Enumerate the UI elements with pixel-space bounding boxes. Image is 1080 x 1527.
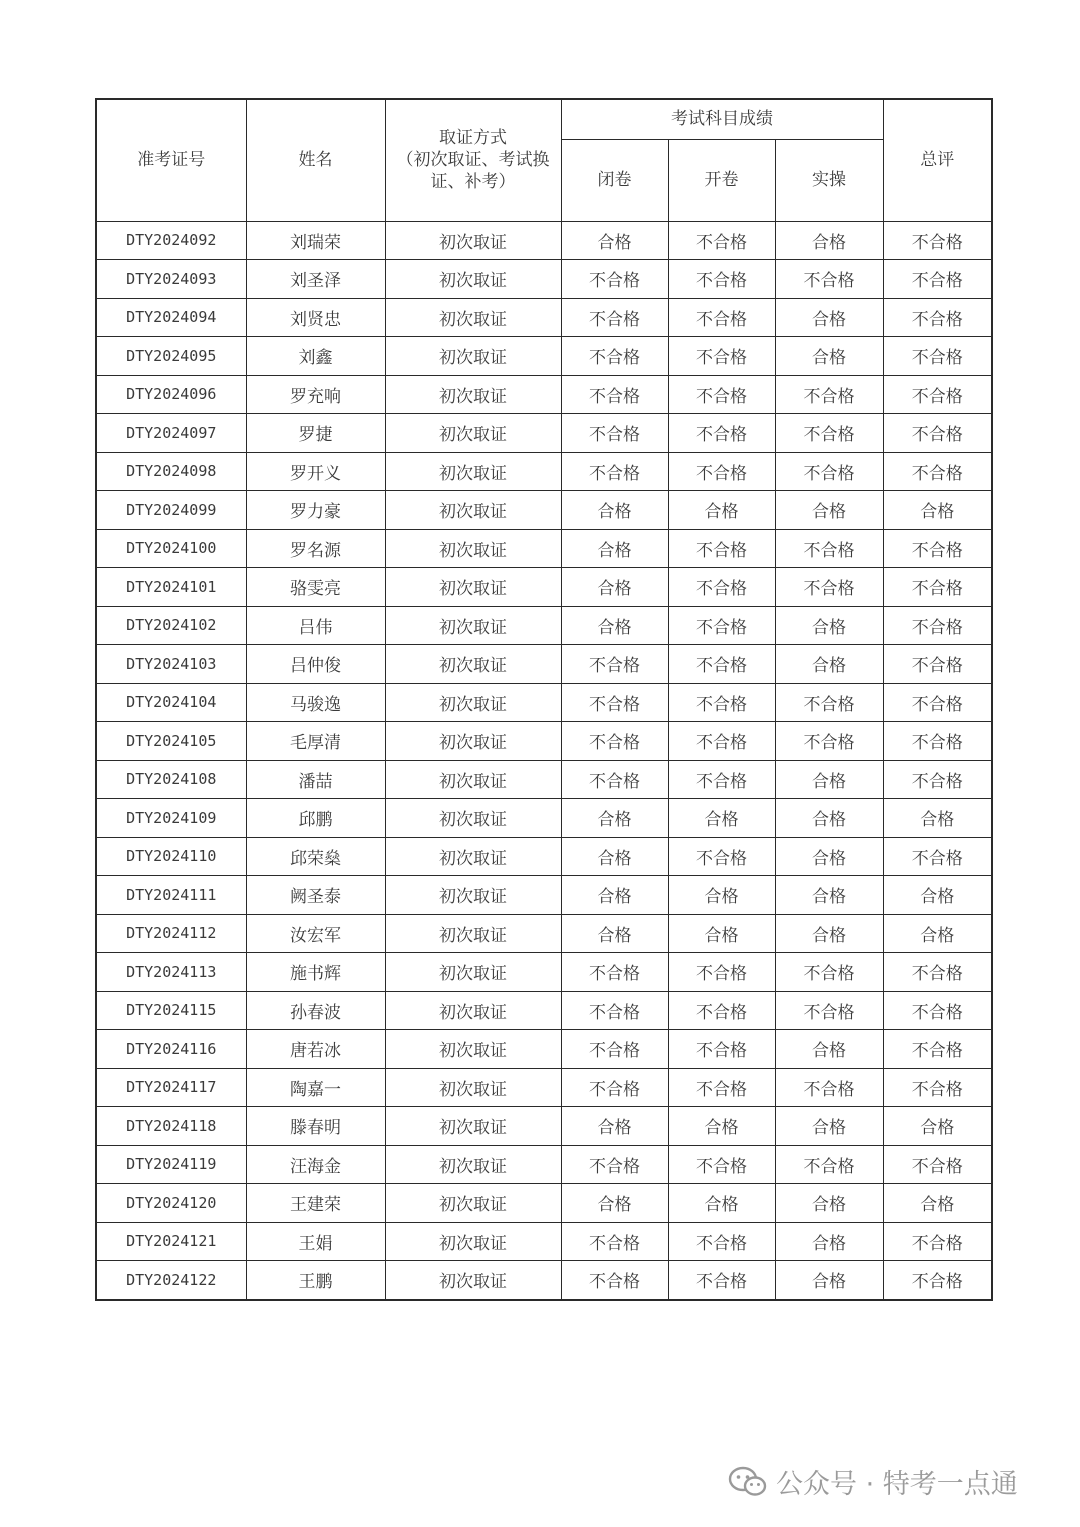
cell-practical: 合格 [775, 837, 883, 876]
cell-method: 初次取证 [385, 876, 561, 915]
cell-exam-id: DTY2024104 [96, 683, 246, 722]
table-body [96, 221, 992, 1300]
cell-exam-id: DTY2024100 [96, 529, 246, 568]
cell-closed-book: 不合格 [561, 683, 668, 722]
table-row [96, 529, 992, 568]
cell-practical: 不合格 [775, 375, 883, 414]
cell-open-book: 合格 [668, 1184, 775, 1223]
header-open-book: 开卷 [668, 139, 775, 221]
cell-exam-id: DTY2024112 [96, 914, 246, 953]
cell-open-book: 不合格 [668, 1222, 775, 1261]
cell-method: 初次取证 [385, 1030, 561, 1069]
cell-method: 初次取证 [385, 568, 561, 607]
cell-exam-id: DTY2024118 [96, 1107, 246, 1146]
cell-exam-id: DTY2024108 [96, 760, 246, 799]
cell-method: 初次取证 [385, 221, 561, 260]
cell-open-book: 合格 [668, 876, 775, 915]
cell-name: 罗充响 [246, 375, 385, 414]
cell-overall: 不合格 [883, 1068, 992, 1107]
cell-practical: 合格 [775, 1107, 883, 1146]
cell-closed-book: 不合格 [561, 337, 668, 376]
cell-open-book: 不合格 [668, 1068, 775, 1107]
cell-overall: 不合格 [883, 568, 992, 607]
cell-overall: 合格 [883, 1184, 992, 1223]
cell-exam-id: DTY2024096 [96, 375, 246, 414]
cell-closed-book: 合格 [561, 876, 668, 915]
cell-name: 马骏逸 [246, 683, 385, 722]
wechat-icon [728, 1466, 768, 1498]
cell-open-book: 合格 [668, 1107, 775, 1146]
cell-closed-book: 不合格 [561, 760, 668, 799]
cell-open-book: 不合格 [668, 760, 775, 799]
cell-exam-id: DTY2024117 [96, 1068, 246, 1107]
table-row [96, 1030, 992, 1069]
table-row [96, 914, 992, 953]
cell-closed-book: 不合格 [561, 452, 668, 491]
cell-name: 吕仲俊 [246, 645, 385, 684]
cell-practical: 合格 [775, 606, 883, 645]
table-row [96, 375, 992, 414]
header-scores-group: 考试科目成绩 [561, 99, 883, 139]
cell-practical: 合格 [775, 337, 883, 376]
header-method-text: 取证方式 （初次取证、考试换证、补考） [396, 128, 550, 193]
table-row [96, 491, 992, 530]
cell-closed-book: 不合格 [561, 375, 668, 414]
cell-exam-id: DTY2024113 [96, 953, 246, 992]
cell-practical: 不合格 [775, 683, 883, 722]
cell-open-book: 不合格 [668, 991, 775, 1030]
cell-method: 初次取证 [385, 529, 561, 568]
cell-practical: 合格 [775, 1184, 883, 1223]
cell-open-book: 合格 [668, 799, 775, 838]
cell-name: 邱荣燊 [246, 837, 385, 876]
cell-name: 汝宏军 [246, 914, 385, 953]
cell-method: 初次取证 [385, 645, 561, 684]
table-row [96, 953, 992, 992]
cell-name: 王鹏 [246, 1261, 385, 1300]
cell-closed-book: 不合格 [561, 722, 668, 761]
header-method [385, 99, 561, 221]
cell-exam-id: DTY2024122 [96, 1261, 246, 1300]
cell-open-book: 不合格 [668, 414, 775, 453]
cell-overall: 合格 [883, 491, 992, 530]
table-row [96, 452, 992, 491]
cell-method: 初次取证 [385, 1184, 561, 1223]
cell-method: 初次取证 [385, 1107, 561, 1146]
cell-practical: 不合格 [775, 452, 883, 491]
table-row [96, 1107, 992, 1146]
cell-name: 刘瑞荣 [246, 221, 385, 260]
table-row [96, 722, 992, 761]
cell-open-book: 不合格 [668, 1261, 775, 1300]
cell-name: 陶嘉一 [246, 1068, 385, 1107]
cell-exam-id: DTY2024095 [96, 337, 246, 376]
table-row [96, 1068, 992, 1107]
cell-method: 初次取证 [385, 799, 561, 838]
cell-open-book: 不合格 [668, 375, 775, 414]
cell-practical: 合格 [775, 760, 883, 799]
cell-exam-id: DTY2024109 [96, 799, 246, 838]
cell-name: 滕春明 [246, 1107, 385, 1146]
cell-exam-id: DTY2024097 [96, 414, 246, 453]
cell-overall: 不合格 [883, 722, 992, 761]
watermark-text: 公众号 · 特考一点通 [776, 1469, 1018, 1500]
cell-open-book: 不合格 [668, 606, 775, 645]
cell-name: 刘贤忠 [246, 298, 385, 337]
cell-open-book: 不合格 [668, 221, 775, 260]
cell-name: 骆雯亮 [246, 568, 385, 607]
cell-practical: 不合格 [775, 568, 883, 607]
cell-overall: 不合格 [883, 375, 992, 414]
cell-open-book: 不合格 [668, 452, 775, 491]
cell-practical: 不合格 [775, 722, 883, 761]
cell-overall: 不合格 [883, 1145, 992, 1184]
cell-closed-book: 不合格 [561, 1145, 668, 1184]
cell-practical: 合格 [775, 1222, 883, 1261]
table-row [96, 414, 992, 453]
cell-name: 刘圣泽 [246, 260, 385, 299]
cell-practical: 合格 [775, 914, 883, 953]
cell-closed-book: 合格 [561, 221, 668, 260]
cell-open-book: 不合格 [668, 529, 775, 568]
cell-overall: 合格 [883, 1107, 992, 1146]
cell-overall: 合格 [883, 914, 992, 953]
table-row [96, 298, 992, 337]
cell-closed-book: 不合格 [561, 991, 668, 1030]
cell-method: 初次取证 [385, 606, 561, 645]
cell-name: 刘鑫 [246, 337, 385, 376]
cell-practical: 合格 [775, 491, 883, 530]
cell-closed-book: 不合格 [561, 260, 668, 299]
cell-overall: 不合格 [883, 452, 992, 491]
cell-method: 初次取证 [385, 1145, 561, 1184]
cell-closed-book: 合格 [561, 914, 668, 953]
cell-closed-book: 不合格 [561, 1261, 668, 1300]
cell-closed-book: 合格 [561, 529, 668, 568]
table-row [96, 1145, 992, 1184]
cell-overall: 不合格 [883, 260, 992, 299]
cell-closed-book: 合格 [561, 606, 668, 645]
cell-practical: 合格 [775, 876, 883, 915]
results-table [95, 98, 993, 1301]
cell-open-book: 不合格 [668, 1145, 775, 1184]
cell-open-book: 不合格 [668, 337, 775, 376]
cell-name: 罗开义 [246, 452, 385, 491]
cell-closed-book: 合格 [561, 1184, 668, 1223]
cell-method: 初次取证 [385, 683, 561, 722]
cell-method: 初次取证 [385, 1068, 561, 1107]
cell-practical: 合格 [775, 221, 883, 260]
table-row [96, 606, 992, 645]
cell-closed-book: 合格 [561, 491, 668, 530]
cell-open-book: 不合格 [668, 645, 775, 684]
cell-name: 唐若冰 [246, 1030, 385, 1069]
cell-practical: 不合格 [775, 1145, 883, 1184]
cell-practical: 合格 [775, 799, 883, 838]
cell-practical: 合格 [775, 298, 883, 337]
cell-overall: 不合格 [883, 529, 992, 568]
cell-method: 初次取证 [385, 914, 561, 953]
cell-name: 王建荣 [246, 1184, 385, 1223]
cell-method: 初次取证 [385, 337, 561, 376]
cell-name: 孙春波 [246, 991, 385, 1030]
cell-open-book: 不合格 [668, 568, 775, 607]
cell-overall: 不合格 [883, 298, 992, 337]
table-row [96, 1261, 992, 1300]
cell-exam-id: DTY2024099 [96, 491, 246, 530]
cell-method: 初次取证 [385, 953, 561, 992]
cell-closed-book: 不合格 [561, 298, 668, 337]
cell-method: 初次取证 [385, 491, 561, 530]
cell-open-book: 不合格 [668, 1030, 775, 1069]
cell-method: 初次取证 [385, 452, 561, 491]
cell-exam-id: DTY2024115 [96, 991, 246, 1030]
cell-name: 阙圣泰 [246, 876, 385, 915]
cell-name: 罗捷 [246, 414, 385, 453]
cell-practical: 不合格 [775, 529, 883, 568]
cell-exam-id: DTY2024111 [96, 876, 246, 915]
cell-overall: 不合格 [883, 645, 992, 684]
cell-method: 初次取证 [385, 260, 561, 299]
cell-practical: 不合格 [775, 953, 883, 992]
table-row [96, 337, 992, 376]
table-row [96, 1184, 992, 1223]
cell-overall: 不合格 [883, 991, 992, 1030]
cell-closed-book: 不合格 [561, 414, 668, 453]
cell-open-book: 不合格 [668, 837, 775, 876]
cell-name: 罗名源 [246, 529, 385, 568]
table-row [96, 1222, 992, 1261]
cell-overall: 不合格 [883, 606, 992, 645]
table-row [96, 837, 992, 876]
cell-name: 汪海金 [246, 1145, 385, 1184]
cell-method: 初次取证 [385, 375, 561, 414]
table-row [96, 568, 992, 607]
cell-open-book: 不合格 [668, 722, 775, 761]
cell-exam-id: DTY2024121 [96, 1222, 246, 1261]
cell-name: 施书辉 [246, 953, 385, 992]
table-row [96, 991, 992, 1030]
cell-open-book: 合格 [668, 491, 775, 530]
table-row [96, 760, 992, 799]
cell-overall: 不合格 [883, 1030, 992, 1069]
cell-overall: 不合格 [883, 1261, 992, 1300]
cell-overall: 不合格 [883, 683, 992, 722]
cell-method: 初次取证 [385, 760, 561, 799]
cell-exam-id: DTY2024093 [96, 260, 246, 299]
cell-method: 初次取证 [385, 1261, 561, 1300]
cell-practical: 不合格 [775, 991, 883, 1030]
cell-open-book: 不合格 [668, 953, 775, 992]
cell-closed-book: 不合格 [561, 953, 668, 992]
cell-overall: 合格 [883, 799, 992, 838]
cell-closed-book: 合格 [561, 568, 668, 607]
cell-practical: 不合格 [775, 414, 883, 453]
cell-open-book: 合格 [668, 914, 775, 953]
table-row [96, 221, 992, 260]
cell-name: 王娟 [246, 1222, 385, 1261]
cell-closed-book: 不合格 [561, 1222, 668, 1261]
cell-exam-id: DTY2024098 [96, 452, 246, 491]
table-row [96, 876, 992, 915]
cell-overall: 合格 [883, 876, 992, 915]
cell-practical: 合格 [775, 1261, 883, 1300]
cell-overall: 不合格 [883, 414, 992, 453]
cell-closed-book: 合格 [561, 837, 668, 876]
cell-practical: 合格 [775, 1030, 883, 1069]
cell-closed-book: 不合格 [561, 1068, 668, 1107]
cell-overall: 不合格 [883, 953, 992, 992]
cell-overall: 不合格 [883, 1222, 992, 1261]
cell-closed-book: 合格 [561, 1107, 668, 1146]
cell-overall: 不合格 [883, 221, 992, 260]
cell-exam-id: DTY2024094 [96, 298, 246, 337]
cell-name: 吕伟 [246, 606, 385, 645]
cell-method: 初次取证 [385, 414, 561, 453]
cell-exam-id: DTY2024102 [96, 606, 246, 645]
cell-practical: 不合格 [775, 1068, 883, 1107]
cell-method: 初次取证 [385, 1222, 561, 1261]
cell-closed-book: 不合格 [561, 645, 668, 684]
cell-exam-id: DTY2024116 [96, 1030, 246, 1069]
cell-open-book: 不合格 [668, 683, 775, 722]
cell-closed-book: 合格 [561, 799, 668, 838]
cell-exam-id: DTY2024120 [96, 1184, 246, 1223]
cell-name: 潘喆 [246, 760, 385, 799]
cell-method: 初次取证 [385, 298, 561, 337]
cell-name: 罗力豪 [246, 491, 385, 530]
cell-overall: 不合格 [883, 837, 992, 876]
table-row [96, 260, 992, 299]
cell-exam-id: DTY2024110 [96, 837, 246, 876]
cell-open-book: 不合格 [668, 260, 775, 299]
table-row [96, 799, 992, 838]
cell-practical: 不合格 [775, 260, 883, 299]
cell-exam-id: DTY2024119 [96, 1145, 246, 1184]
cell-open-book: 不合格 [668, 298, 775, 337]
header-exam-id: 准考证号 [96, 99, 246, 221]
cell-exam-id: DTY2024101 [96, 568, 246, 607]
cell-practical: 合格 [775, 645, 883, 684]
cell-method: 初次取证 [385, 991, 561, 1030]
cell-closed-book: 不合格 [561, 1030, 668, 1069]
cell-exam-id: DTY2024105 [96, 722, 246, 761]
watermark [728, 1462, 1018, 1501]
header-closed-book: 闭卷 [561, 139, 668, 221]
cell-exam-id: DTY2024103 [96, 645, 246, 684]
header-name: 姓名 [246, 99, 385, 221]
header-practical: 实操 [775, 139, 883, 221]
cell-method: 初次取证 [385, 837, 561, 876]
cell-method: 初次取证 [385, 722, 561, 761]
cell-overall: 不合格 [883, 760, 992, 799]
cell-name: 邱鹏 [246, 799, 385, 838]
table-row [96, 683, 992, 722]
cell-name: 毛厚清 [246, 722, 385, 761]
cell-overall: 不合格 [883, 337, 992, 376]
header-overall: 总评 [883, 99, 992, 221]
table-row [96, 645, 992, 684]
cell-exam-id: DTY2024092 [96, 221, 246, 260]
